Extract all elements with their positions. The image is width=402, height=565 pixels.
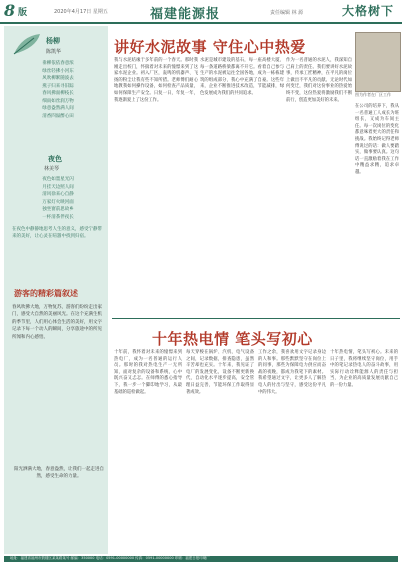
poem-line: 清风徐来心自静 <box>42 192 74 197</box>
article1-col1: 我与水泥结缘于多年前的一个春天。那时我刚走出校门，怀揣着对未来的憧憬来到了这家水泥企业。初入厂区，轰鸣的机器声、飞扬的粉尘让我有些不知所措。老师傅们耐心地教我如何操作设备，如何检查产品质量，如何保障生产安全。日复一日，年复一年，我逐渐爱上了这份工作。 <box>114 58 198 103</box>
poem-line: 春风拂面柳枝长 <box>42 91 74 96</box>
poem-line: 万家灯火映河面 <box>42 199 74 205</box>
poem1-author: 陈凯华 <box>46 49 62 55</box>
article2-col2: 每天穿梭在锅炉、汽机、电气设备之间，记录数据，排查隐患，虽然辛苦却也充实。十年来，我见证了电厂的发展变化，设备不断更新换代，自动化水平逐步提高，安全管理日益完善，节能环保工作取得显著成效。 <box>186 350 254 395</box>
poem-line: 细雨如丝润万物 <box>42 98 74 104</box>
article1-col2: 水泥是城市建设的基石，每一座高楼大厦、每一条道路桥梁都离不开它。看着自己参与生产的水泥被运往全国各地，成为一栋栋建筑的组成部分，我心中充满了自豪。这些年来，企业不断推进技术改造，节能减排，绿色发展成为我们的共同追求。 <box>200 58 284 96</box>
poem-line: 绿意盎然满人间 <box>42 106 74 111</box>
page-suffix: 版 <box>18 8 28 18</box>
section-end: 阳光洒满大地，春意盎然，让我们一起走进自然，感受生命的力量。 <box>14 467 104 480</box>
article2-col3: 工作之余，我喜欢用文字记录身边的人和事。那些默默坚守在岗位上的同事，那些为保障电力供应而奋战的夜晚，都成为我笔下的素材。我希望通过文字，让更多人了解热电人的付出与坚守，感受这份平凡中的伟大。 <box>258 350 326 395</box>
article1-title: 讲好水泥故事 守住心中热爱 <box>114 38 306 56</box>
poem2-author: 林美琴 <box>44 166 60 172</box>
poem-line: 垂柳依依春意浓 <box>42 61 74 66</box>
article2-title: 十年热电情 笔头写初心 <box>152 330 313 348</box>
poem2-lines <box>12 176 104 221</box>
poem2-title: 夜色 <box>48 154 62 163</box>
section-body: 春风吹拂大地，万物复苏，游客们纷纷走出家门，感受大自然的美丽风光。在这个充满生机的季节里，人们用心体会生活的美好，用文字记录下每一个动人的瞬间，分享旅途中的所见所闻和内心感悟。 <box>12 305 102 340</box>
article1-col3: 作为一名普通的水泥人，我深知自己肩上的责任。我们要讲好水泥故事，传承工匠精神，在平凡的岗位上做出不平凡的贡献。无论时代如何变迁，我们对这份事业的热爱始终不变，这份热爱将激励我们不断前行，创造更加美好的未来。 <box>286 58 352 103</box>
poem2-body: 在夜色中静静地思考人生的意义，感受宁静带来的美好，让心灵在喧嚣中找到归宿。 <box>12 227 102 240</box>
poem-line: 绿丝轻拂小河东 <box>42 68 74 74</box>
footer <box>4 556 398 562</box>
editor-info: 责任编辑 林 源 <box>270 10 304 16</box>
issue-date: 2020年4月17日 星期五 <box>54 9 108 15</box>
masthead <box>0 0 402 24</box>
poem-line: 风吹柳絮随波去 <box>42 76 74 81</box>
section-title: 游客的精彩篇叙述 <box>14 288 78 298</box>
article2-col4: 十年热电情，笔头写初心。未来的日子里，我将继续坚守岗位，用手中的笔记录热电人的奋斗故事，用实际行动诠释能源人的责任与担当，为企业的高质量发展贡献自己的一份力量。 <box>330 350 398 388</box>
page-number: 8 <box>4 1 16 20</box>
section-name: 大格树下 <box>342 4 395 18</box>
poem1-title: 杨柳 <box>46 36 60 45</box>
article2-col1: 十年前，我怀着对未来的憧憬来到热电厂，成为一名普通的运行人员。那时的我对热电生产一无所知，面对复杂的设备和系统，心中既兴奋又忐忑。在师傅的悉心指导下，我一步一个脚印地学习，从最基础的巡检做起。 <box>114 350 182 395</box>
poem-line: 独坐窗前思故乡 <box>42 207 74 212</box>
poem-line: 清香四溢醉心田 <box>42 113 74 119</box>
divider <box>112 318 400 319</box>
article-photo <box>355 32 401 92</box>
sidebar <box>4 26 108 554</box>
footer-text: 地址：福建省福州市鼓楼区某某路某号 邮编：350000 电话：0591-00000000 传真：0591-00000000 印刷：福建日报印刷厂 <box>10 556 210 560</box>
newspaper-name: 福建能源报 <box>150 7 221 22</box>
leaf-icon <box>12 32 42 56</box>
poem-line: 燕子归来寻旧踪 <box>42 83 74 89</box>
poem-line: 一杯清茶伴夜长 <box>42 214 74 220</box>
photo-caption: 图为作者在厂区工作 <box>355 92 391 97</box>
article1-col4: 在公司的培养下，我从一名普通工人成长为班组长，又成为车间主任。每一次岗位的变化都意味着更大的责任和挑战。我始终记得老师傅说过的话：做人要踏实，做事要认真。这句话一直激励着我在工作中精益求精，追求卓越。 <box>355 104 399 175</box>
poem1-body <box>12 60 104 120</box>
poem-line: 月挂天边照人间 <box>42 184 74 190</box>
poem-line: 夜色如墨星光闪 <box>42 177 74 182</box>
